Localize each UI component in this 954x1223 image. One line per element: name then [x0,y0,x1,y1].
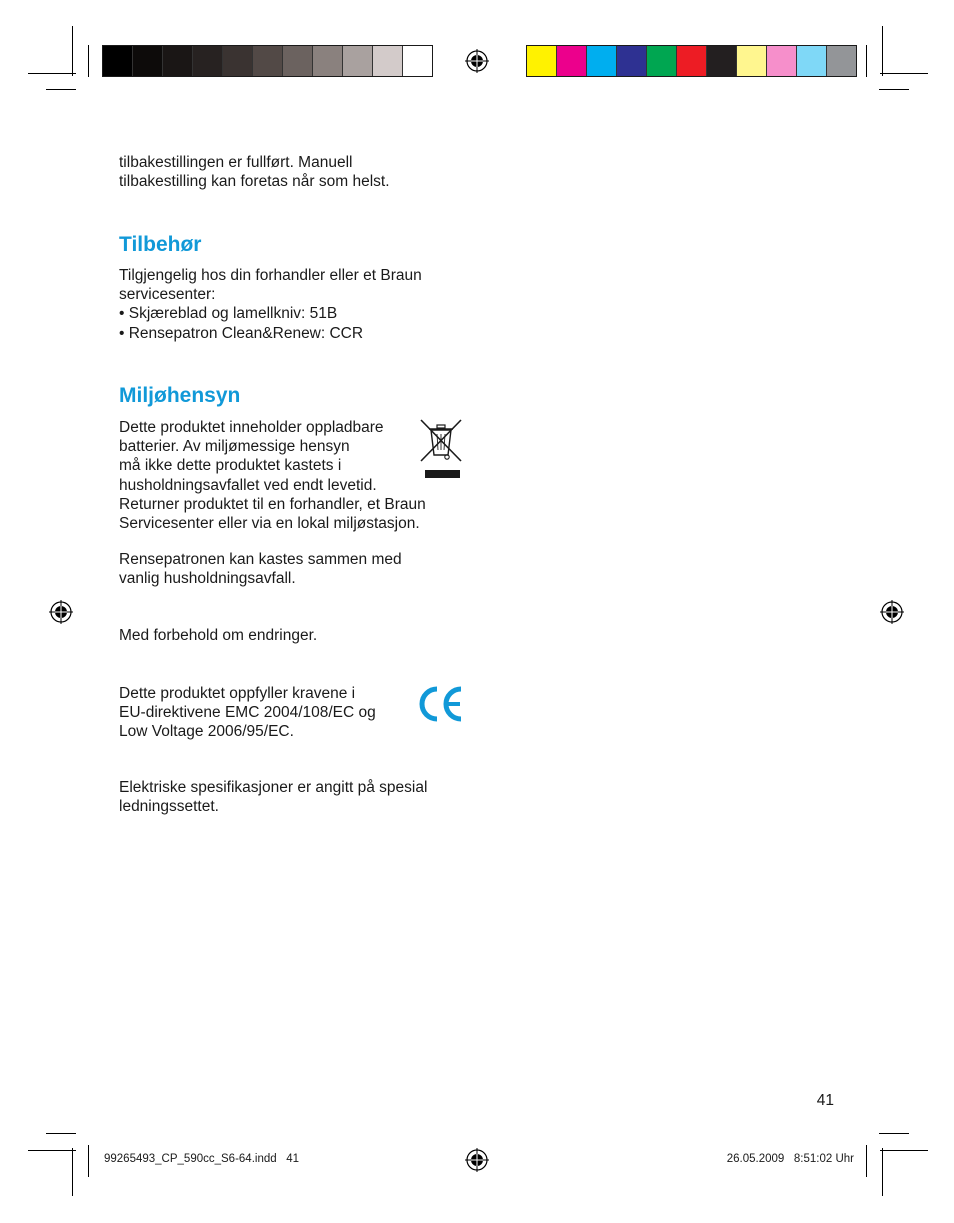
color-swatch [193,46,223,76]
crop-mark [879,1133,909,1134]
crop-mark [88,45,89,77]
crop-mark [88,1145,89,1177]
color-swatch [253,46,283,76]
crop-mark [46,89,76,90]
color-swatch [343,46,373,76]
electrical-line: ledningssettet. [119,798,219,816]
page-number: 41 [816,1092,834,1109]
color-swatch [403,46,432,76]
registration-mark-icon [880,600,904,624]
crop-mark [882,1148,883,1196]
crop-mark [882,26,883,76]
intro-line: tilbakestilling kan foretas når som helst. [119,173,390,191]
environment-heading: Miljøhensyn [119,384,241,407]
crossed-out-wheelie-bin-icon [419,419,463,481]
accessories-intro-line: servicesenter: [119,286,216,304]
intro-line: tilbakestillingen er fullført. Manuell [119,154,353,171]
registration-mark-icon [49,600,73,624]
crop-mark [879,89,909,90]
crop-mark [72,1148,73,1196]
color-swatch [827,46,856,76]
list-item: • Rensepatron Clean&Renew: CCR [119,324,479,343]
accessories-heading: Tilbehør [119,233,202,256]
electrical-line: Elektriske spesifikasjoner er angitt på spesial [119,779,428,796]
color-swatch [283,46,313,76]
environment-line: Returner produktet til en forhandler, et Braun [119,495,426,513]
color-swatch [707,46,737,76]
slug-timestamp: 26.05.2009 8:51:02 Uhr [726,1153,854,1165]
environment-line: husholdningsavfallet ved endt levetid. [119,476,377,494]
cartridge-line: Rensepatronen kan kastes sammen med [119,551,402,568]
color-swatch [587,46,617,76]
color-swatch [557,46,587,76]
accessories-list [119,304,479,342]
crop-mark [866,45,867,77]
slug-file-name: 99265493_CP_590cc_S6-64.indd 41 [104,1153,300,1165]
crop-mark [880,73,928,74]
color-swatch [163,46,193,76]
electrical-paragraph [119,778,479,816]
list-item: • Skjæreblad og lamellkniv: 51B [119,304,479,323]
reservation-note: Med forbehold om endringer. [119,627,318,644]
cartridge-line: vanlig husholdningsavfall. [119,570,296,588]
color-swatch [617,46,647,76]
crop-mark [28,73,76,74]
crop-mark [46,1133,76,1134]
color-swatch [133,46,163,76]
color-swatch [373,46,403,76]
crop-mark [72,26,73,76]
compliance-paragraph [119,684,419,742]
color-swatch [103,46,133,76]
crop-mark [28,1150,76,1151]
cartridge-disposal-paragraph [119,550,479,588]
accessories-intro-line: Tilgjengelig hos din forhandler eller et Braun [119,267,422,284]
color-swatch [767,46,797,76]
compliance-line: Low Voltage 2006/95/EC. [119,723,294,741]
color-swatch [647,46,677,76]
color-swatch [313,46,343,76]
environment-line: Servicesenter eller via en lokal miljøstasjon. [119,515,420,533]
color-swatch [677,46,707,76]
environment-line: Dette produktet inneholder oppladbare [119,419,384,436]
color-swatch [527,46,557,76]
ce-mark-icon [417,686,464,722]
registration-mark-icon [465,49,489,73]
color-swatch [797,46,827,76]
accessories-section [119,266,479,343]
color-swatch [737,46,767,76]
intro-paragraph [119,153,479,191]
environment-line: må ikke dette produktet kastets i [119,457,342,475]
crop-mark [880,1150,928,1151]
environment-line: batterier. Av miljømessige hensyn [119,438,350,456]
compliance-line: Dette produktet oppfyller kravene i [119,685,356,702]
crop-mark [866,1145,867,1177]
process-color-bar [526,45,857,77]
grayscale-color-bar [102,45,433,77]
compliance-line: EU-direktivene EMC 2004/108/EC og [119,704,376,722]
registration-mark-icon [465,1148,489,1172]
color-swatch [223,46,253,76]
